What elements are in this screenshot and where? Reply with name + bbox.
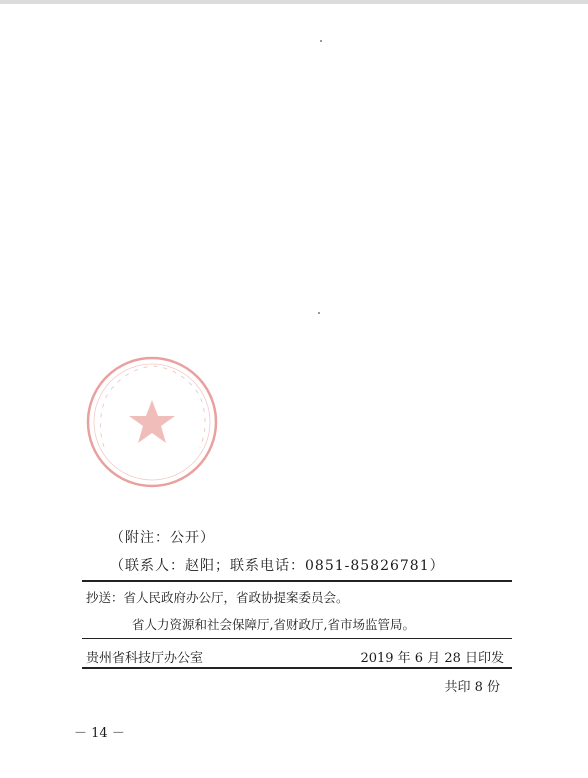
- scan-speck: [318, 312, 320, 314]
- star-icon: [129, 400, 175, 443]
- disclosure-note: （附注：公开）: [110, 530, 215, 546]
- page-number: － 14 －: [74, 726, 125, 741]
- contact-note: （联系人：赵阳；联系电话：0851-85826781）: [110, 558, 445, 574]
- issue-date: 2019 年 6 月 28 日印发: [360, 651, 504, 666]
- scan-top-edge: [0, 0, 588, 4]
- copies-count: 共印 8 份: [444, 680, 500, 695]
- cc-line-1: [86, 588, 349, 606]
- scan-speck: [320, 40, 322, 42]
- divider-middle: [82, 638, 512, 639]
- cc-recipients-1: 省人民政府办公厅，省政协提案委员会。: [123, 590, 349, 605]
- issuer-name: 贵州省科技厅办公室: [86, 651, 204, 666]
- cc-recipients-2: 省人力资源和社会保障厅,省财政厅,省市场监管局。: [132, 617, 415, 632]
- cc-label: 抄送：: [86, 590, 124, 605]
- official-seal-icon: [82, 352, 222, 492]
- divider-bottom: [82, 667, 512, 669]
- divider-top: [82, 580, 512, 582]
